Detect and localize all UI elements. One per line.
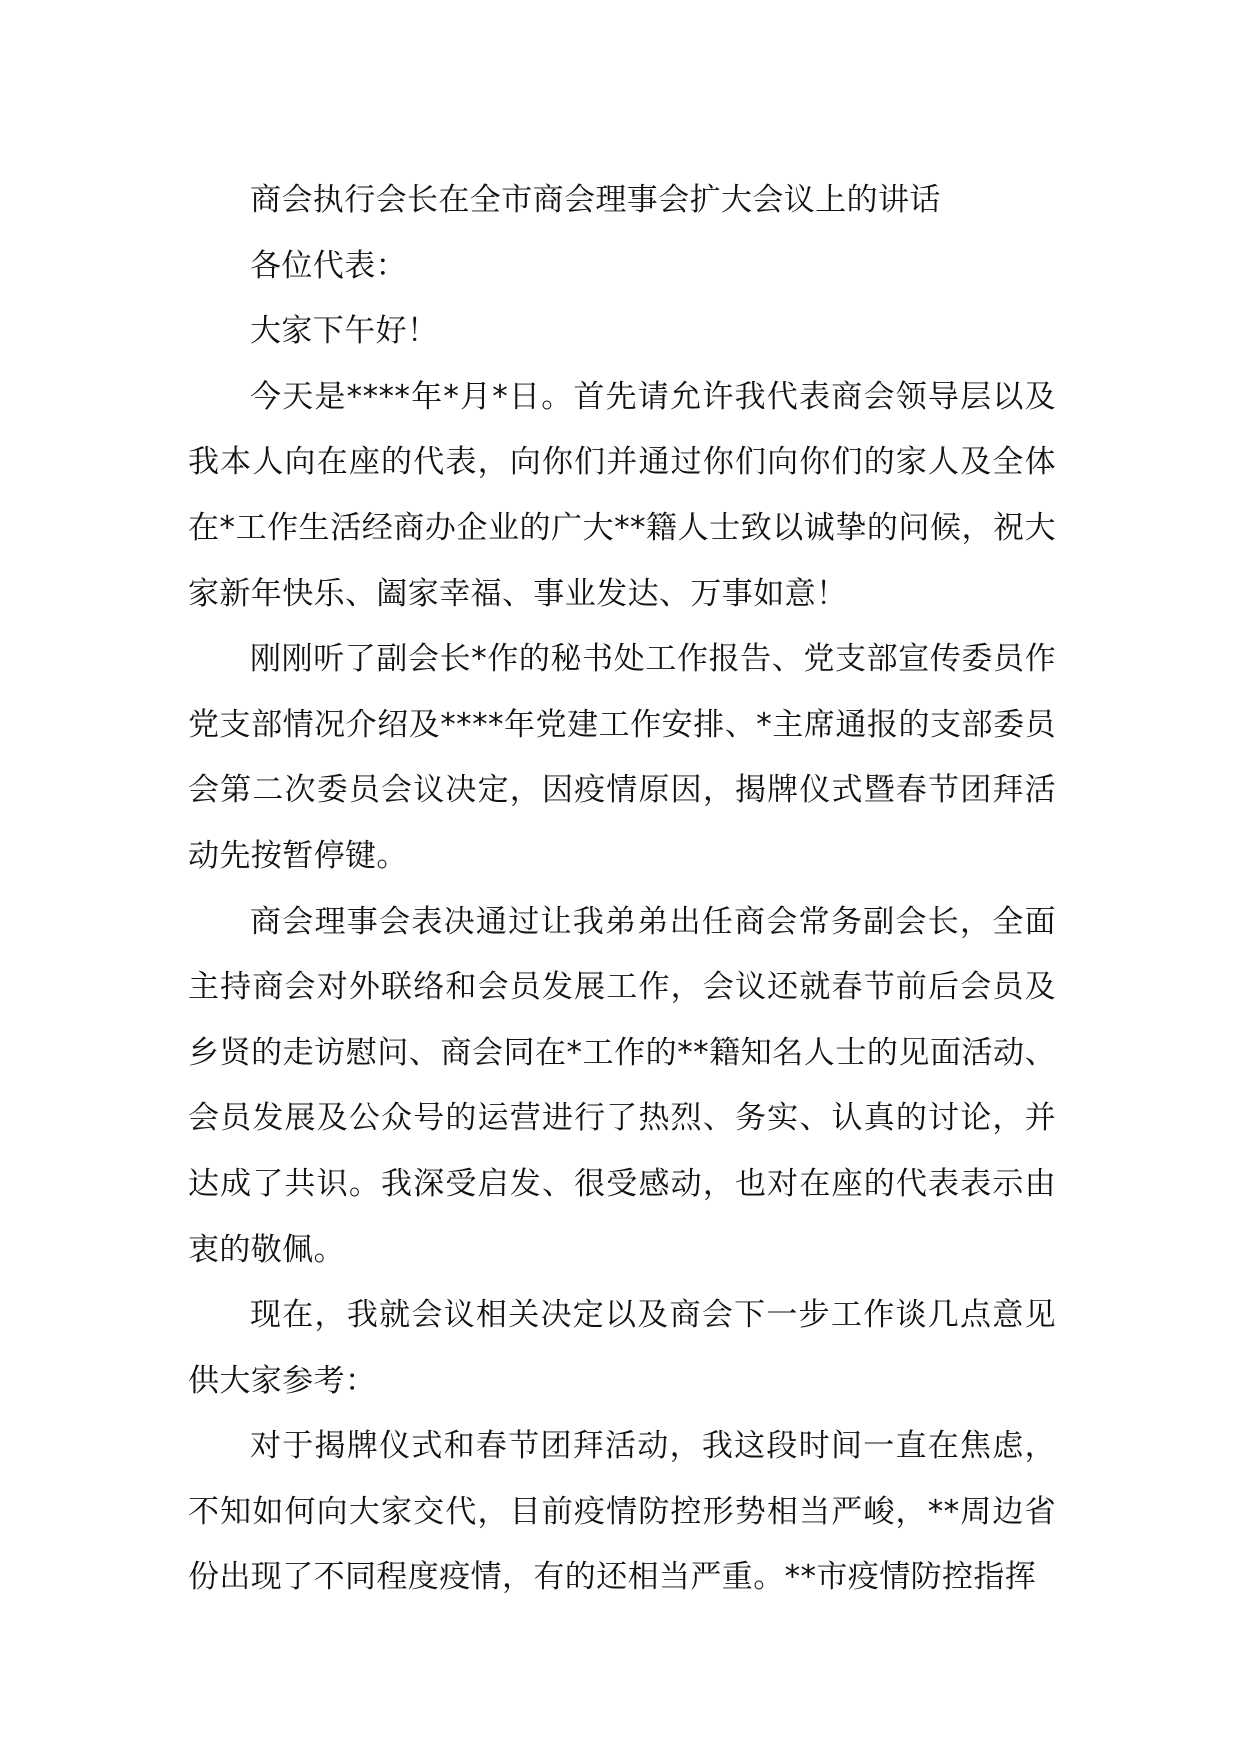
salutation: 各位代表：: [250, 247, 407, 284]
paragraph-1: 今天是****年*月*日。首先请允许我代表商会领导层以及我本人向在座的代表，向你们并通过你们向你们的家人及全体在*工作生活经商办企业的广大**籍人士致以诚挚的问候，祝大家新年快乐、阖家幸福、事业发达、万事如意！: [188, 378, 1056, 612]
paragraph-5: 对于揭牌仪式和春节团拜活动，我这段时间一直在焦虑，不知如何向大家交代，目前疫情防控形势相当严峻，**周边省份出现了不同程度疫情，有的还相当严重。**市疫情防控指挥: [188, 1428, 1056, 1596]
paragraph-4: 现在，我就会议相关决定以及商会下一步工作谈几点意见供大家参考：: [188, 1297, 1056, 1399]
document-title: 商会执行会长在全市商会理事会扩大会议上的讲话: [250, 182, 941, 218]
greeting: 大家下午好！: [250, 313, 439, 350]
paragraph-2: 刚刚听了副会长*作的秘书处工作报告、党支部宣传委员作党支部情况介绍及****年党建工作安排、*主席通报的支部委员会第二次委员会议决定，因疫情原因，揭牌仪式暨春节团拜活动先按暂停键。: [188, 641, 1056, 874]
paragraph-3: 商会理事会表决通过让我弟弟出任商会常务副会长，全面主持商会对外联络和会员发展工作，会议还就春节前后会员及乡贤的走访慰问、商会同在*工作的**籍知名人士的见面活动、会员发展及公众号的运营进行了热烈、务实、认真的讨论，并达成了共识。我深受启发、很受感动，也对在座的代表表示由衷的敬佩。: [188, 903, 1056, 1268]
document-body: [188, 168, 1056, 1611]
